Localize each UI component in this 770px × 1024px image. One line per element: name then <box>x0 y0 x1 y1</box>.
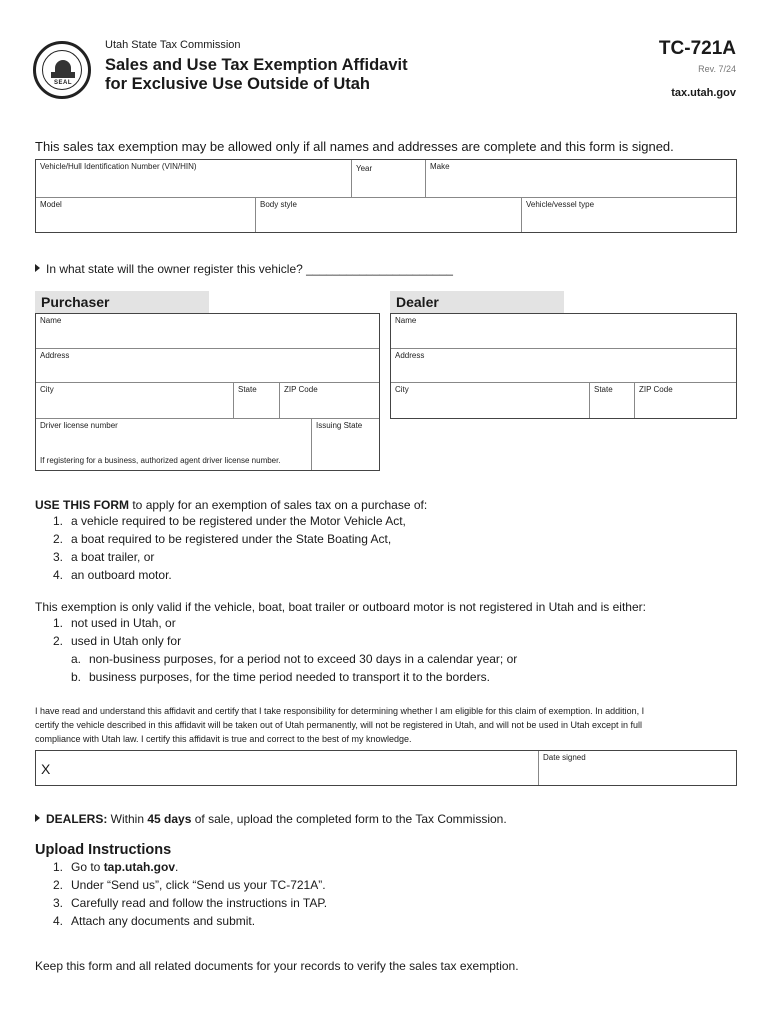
body-style-field[interactable] <box>256 198 522 232</box>
purchaser-license-field[interactable] <box>36 419 312 470</box>
list-item: 2. a boat required to be registered under the State Boating Act, <box>53 532 392 546</box>
purchaser-issuing-state-label: Issuing State <box>316 421 363 430</box>
dealer-name-field[interactable] <box>391 314 736 349</box>
dealer-state-field[interactable] <box>590 383 635 418</box>
purchaser-box <box>35 313 380 471</box>
use-form-rest: to apply for an exemption of sales tax on a purchase of: <box>129 498 428 512</box>
purchaser-city-field[interactable] <box>36 383 234 419</box>
model-label: Model <box>40 200 62 209</box>
signature-box <box>35 750 737 786</box>
purchaser-state-label: State <box>238 385 257 394</box>
form-title-line2: for Exclusive Use Outside of Utah <box>105 75 370 93</box>
revision-date: Rev. 7/24 <box>698 64 736 74</box>
website-link[interactable]: tax.utah.gov <box>671 87 736 99</box>
purchaser-state-field[interactable] <box>234 383 280 419</box>
dealer-name-label: Name <box>395 316 417 325</box>
list-item: 4. Attach any documents and submit. <box>53 914 256 928</box>
list-item: 2. Under “Send us”, click “Send us your TC-721A”. <box>53 878 326 892</box>
list-item: 1. a vehicle required to be registered under the Motor Vehicle Act, <box>53 514 406 528</box>
list-item: 4. an outboard motor. <box>53 568 172 582</box>
dealer-address-label: Address <box>395 351 425 360</box>
agent-license-note: If registering for a business, authorized agent driver license number. <box>40 456 281 465</box>
list-item: 3. a boat trailer, or <box>53 550 155 564</box>
vehicle-type-field[interactable] <box>522 198 736 232</box>
upload-heading: Upload Instructions <box>35 842 172 858</box>
make-label: Make <box>430 162 450 171</box>
model-field[interactable] <box>36 198 256 232</box>
body-style-label: Body style <box>260 200 297 209</box>
list-item: 1. Go to tap.utah.gov. <box>53 860 179 874</box>
agency-name: Utah State Tax Commission <box>105 39 241 51</box>
dealers-note: DEALERS: Within 45 days of sale, upload the completed form to the Tax Commission. <box>35 810 507 828</box>
purchaser-name-field[interactable] <box>36 314 379 349</box>
list-item: b. business purposes, for the time period needed to transport it to the borders. <box>71 670 490 684</box>
use-form-bold: USE THIS FORM <box>35 498 130 512</box>
purchaser-city-label: City <box>40 385 54 394</box>
arrow-right-icon <box>35 814 40 822</box>
form-title-line1: Sales and Use Tax Exemption Affidavit <box>105 56 408 74</box>
purchaser-zip-label: ZIP Code <box>284 385 318 394</box>
date-signed-label: Date signed <box>543 753 586 762</box>
seal-ring <box>42 50 82 90</box>
registration-state-text: In what state will the owner register this vehicle? ______________________ <box>46 262 453 276</box>
list-item: 2. used in Utah only for <box>53 634 182 648</box>
purchaser-heading: Purchaser <box>35 291 209 313</box>
vin-field[interactable] <box>36 160 352 198</box>
make-field[interactable] <box>426 160 736 198</box>
dealer-zip-label: ZIP Code <box>639 385 673 394</box>
purchaser-address-label: Address <box>40 351 70 360</box>
vin-label: Vehicle/Hull Identification Number (VIN/HIN) <box>40 162 197 171</box>
intro-text: This sales tax exemption may be allowed only if all names and addresses are complete and this form is signed. <box>35 139 674 154</box>
use-form-lead <box>35 496 427 514</box>
dealer-city-field[interactable] <box>391 383 590 418</box>
signature-field[interactable] <box>36 751 539 785</box>
purchaser-license-label: Driver license number <box>40 421 118 430</box>
capitol-dome-icon <box>55 60 71 72</box>
purchaser-address-field[interactable] <box>36 349 379 383</box>
dealer-box <box>390 313 737 419</box>
dealer-address-field[interactable] <box>391 349 736 383</box>
dealer-heading: Dealer <box>390 291 564 313</box>
list-item: a. non-business purposes, for a period not to exceed 30 days in a calendar year; or <box>71 652 518 666</box>
list-item: 1. not used in Utah, or <box>53 616 176 630</box>
form-number: TC-721A <box>658 38 736 59</box>
form-title <box>105 56 408 94</box>
purchaser-issuing-state-field[interactable] <box>312 419 379 470</box>
footer-note: Keep this form and all related documents for your records to verify the sales tax exemption. <box>35 959 519 973</box>
dealer-zip-field[interactable] <box>635 383 736 418</box>
year-label: Year <box>356 164 373 173</box>
validity-lead: This exemption is only valid if the vehicle, boat, boat trailer or outboard motor is not registered in Utah and is either: <box>35 600 646 614</box>
purchaser-name-label: Name <box>40 316 62 325</box>
capitol-base-icon <box>51 72 75 78</box>
certification-text: I have read and understand this affidavit and certify that I take responsibility for determining whether I am eligible for this claim of exemption. In addition, I certify the vehicle described in this affidavit will be taken out of Utah permanently, will not be registered in Utah, and will not be used in Utah except in full compliance with Utah law. I certify this affidavit is true and correct to the best of my knowledge. <box>35 706 645 744</box>
date-signed-field[interactable] <box>539 751 736 785</box>
year-field[interactable] <box>352 160 426 198</box>
utah-seal-logo <box>33 41 91 99</box>
registration-state-question[interactable] <box>35 262 453 276</box>
seal-text: SEAL <box>53 80 72 86</box>
list-item: 3. Carefully read and follow the instructions in TAP. <box>53 896 328 910</box>
vehicle-type-label: Vehicle/vessel type <box>526 200 595 209</box>
tap-link[interactable]: tap.utah.gov <box>103 860 176 874</box>
purchaser-zip-field[interactable] <box>280 383 379 419</box>
vehicle-info-box <box>35 159 737 233</box>
dealer-state-label: State <box>594 385 613 394</box>
arrow-right-icon <box>35 264 40 272</box>
dealer-city-label: City <box>395 385 409 394</box>
signature-mark: X <box>41 761 51 777</box>
